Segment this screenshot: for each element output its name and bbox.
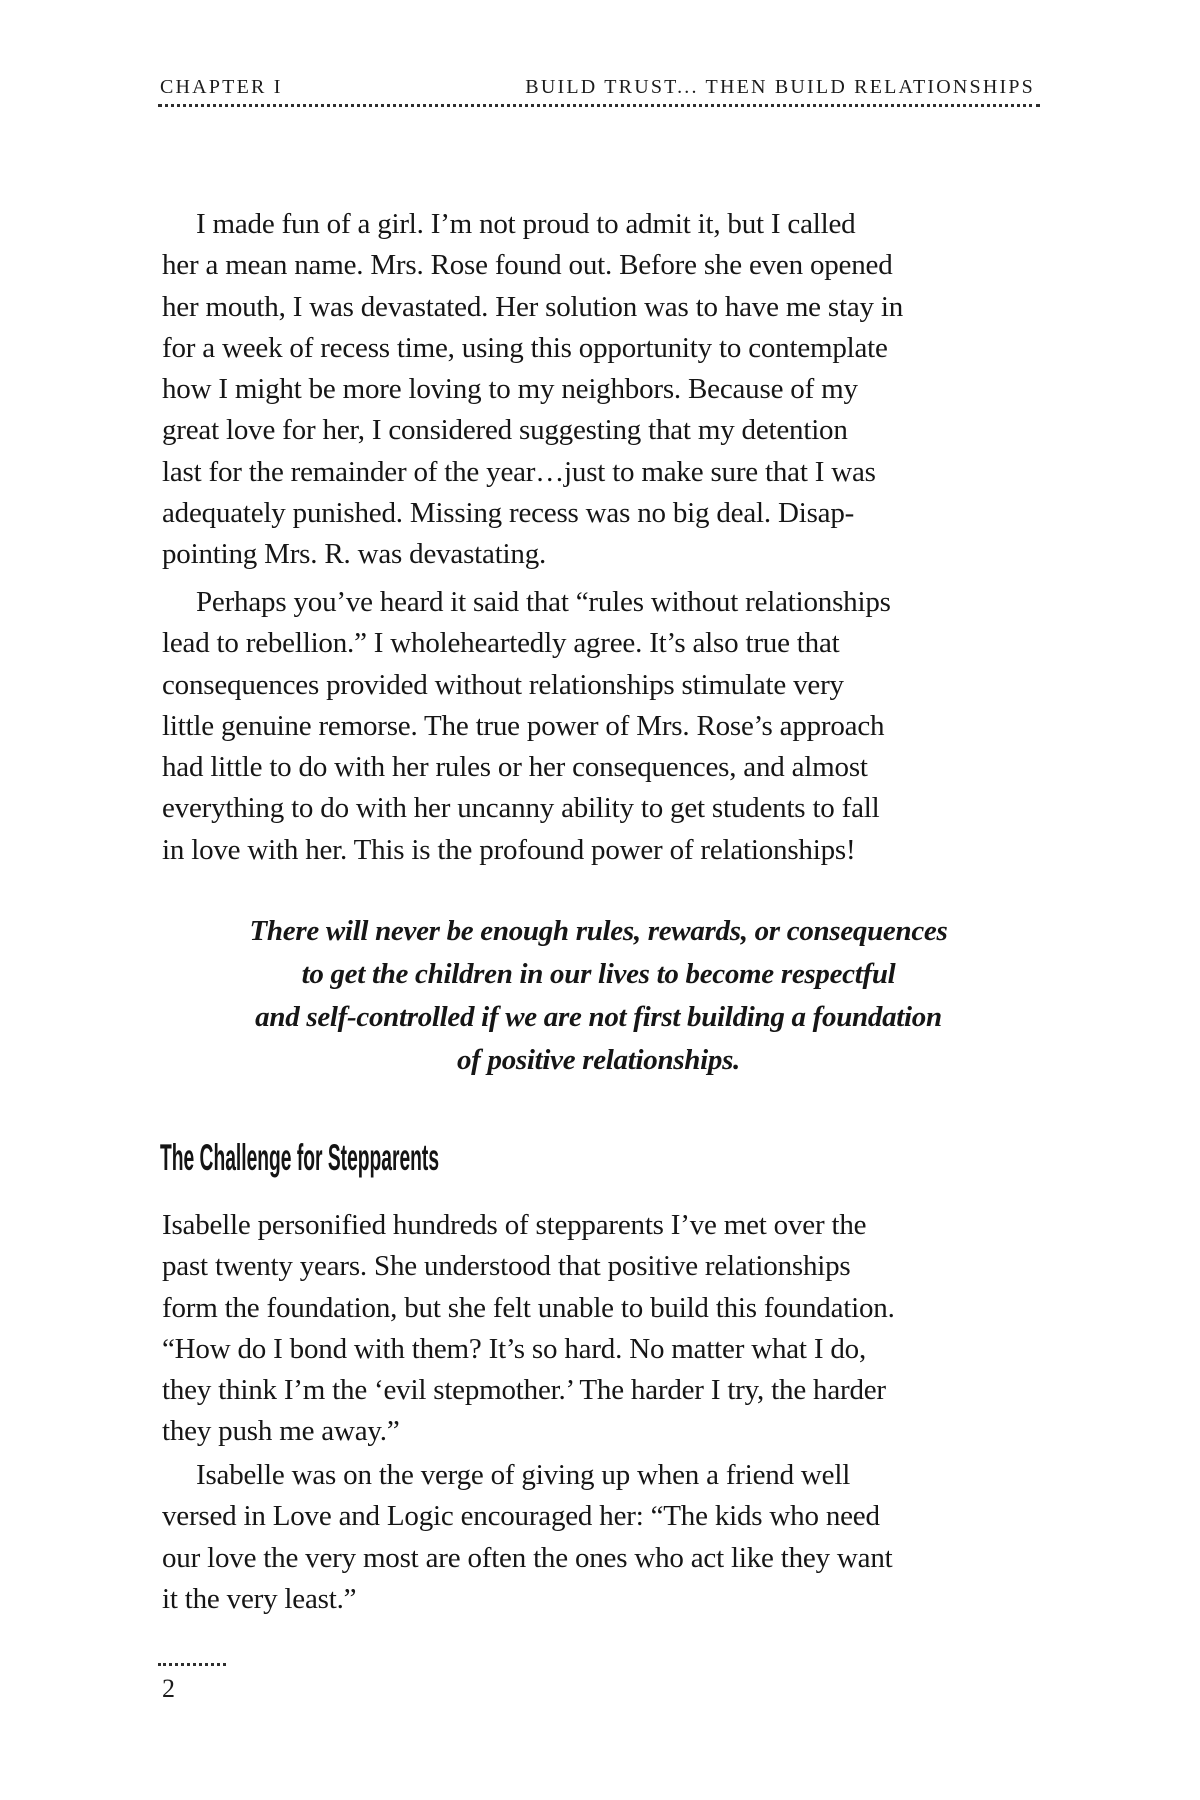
pull-quote	[162, 910, 1035, 1082]
text-line: little genuine remorse. The true power of Mrs. Rose’s approach	[162, 709, 885, 742]
text-line: and self-controlled if we are not first building a foundation	[255, 1001, 942, 1033]
text-line: pointing Mrs. R. was devastating.	[162, 538, 547, 571]
chapter-label: CHAPTER I	[160, 76, 283, 98]
text-line: There will never be enough rules, rewards, or consequences	[249, 915, 948, 947]
body-paragraph-2	[162, 582, 1035, 871]
body-paragraph-1	[162, 204, 1035, 576]
text-line: they think I’m the ‘evil stepmother.’ The harder I try, the harder	[162, 1374, 886, 1407]
header-divider	[158, 104, 1040, 107]
page-number: 2	[162, 1674, 175, 1703]
text-line: how I might be more loving to my neighbors. Because of my	[162, 373, 858, 406]
page-header	[160, 76, 1035, 98]
text-line: last for the remainder of the year…just to make sure that I was	[162, 455, 876, 488]
text-line: it the very least.”	[162, 1582, 357, 1615]
text-line: Isabelle was on the verge of giving up when a friend well	[196, 1459, 851, 1491]
text-line: Isabelle personified hundreds of stepparents I’ve met over the	[162, 1209, 867, 1241]
text-line: to get the children in our lives to become respectful	[301, 958, 896, 990]
text-line: her mouth, I was devastated. Her solution was to have me stay in	[162, 290, 904, 323]
text-line: adequately punished. Missing recess was no big deal. Disap-	[162, 497, 855, 530]
text-line: Perhaps you’ve heard it said that “rules without relationships	[196, 586, 891, 618]
text-line: great love for her, I considered suggesting that my detention	[162, 414, 848, 447]
text-line: form the foundation, but she felt unable to build this foundation.	[162, 1291, 895, 1324]
text-line: versed in Love and Logic encouraged her: “The kids who need	[162, 1500, 880, 1533]
text-line: past twenty years. She understood that positive relationships	[162, 1250, 851, 1283]
text-line: for a week of recess time, using this opportunity to contemplate	[162, 331, 888, 364]
running-title: BUILD TRUST... THEN BUILD RELATIONSHIPS	[525, 76, 1035, 98]
text-line: in love with her. This is the profound power of relationships!	[162, 833, 856, 866]
text-line: everything to do with her uncanny ability to get students to fall	[162, 792, 880, 825]
section-heading: The Challenge for Stepparents	[160, 1137, 440, 1178]
text-line: lead to rebellion.” I wholeheartedly agree. It’s also true that	[162, 627, 840, 660]
body-paragraph-3	[162, 1205, 1035, 1453]
text-line: our love the very most are often the ones who act like they want	[162, 1541, 893, 1574]
text-line: of positive relationships.	[456, 1044, 741, 1076]
footer-divider	[158, 1663, 226, 1666]
text-line: consequences provided without relationships stimulate very	[162, 668, 844, 701]
text-line: I made fun of a girl. I’m not proud to admit it, but I called	[196, 208, 856, 240]
text-line: her a mean name. Mrs. Rose found out. Before she even opened	[162, 249, 893, 282]
text-line: had little to do with her rules or her consequences, and almost	[162, 751, 868, 784]
body-paragraph-4	[162, 1455, 1035, 1620]
text-line: they push me away.”	[162, 1415, 400, 1448]
text-line: “How do I bond with them? It’s so hard. No matter what I do,	[162, 1332, 866, 1365]
